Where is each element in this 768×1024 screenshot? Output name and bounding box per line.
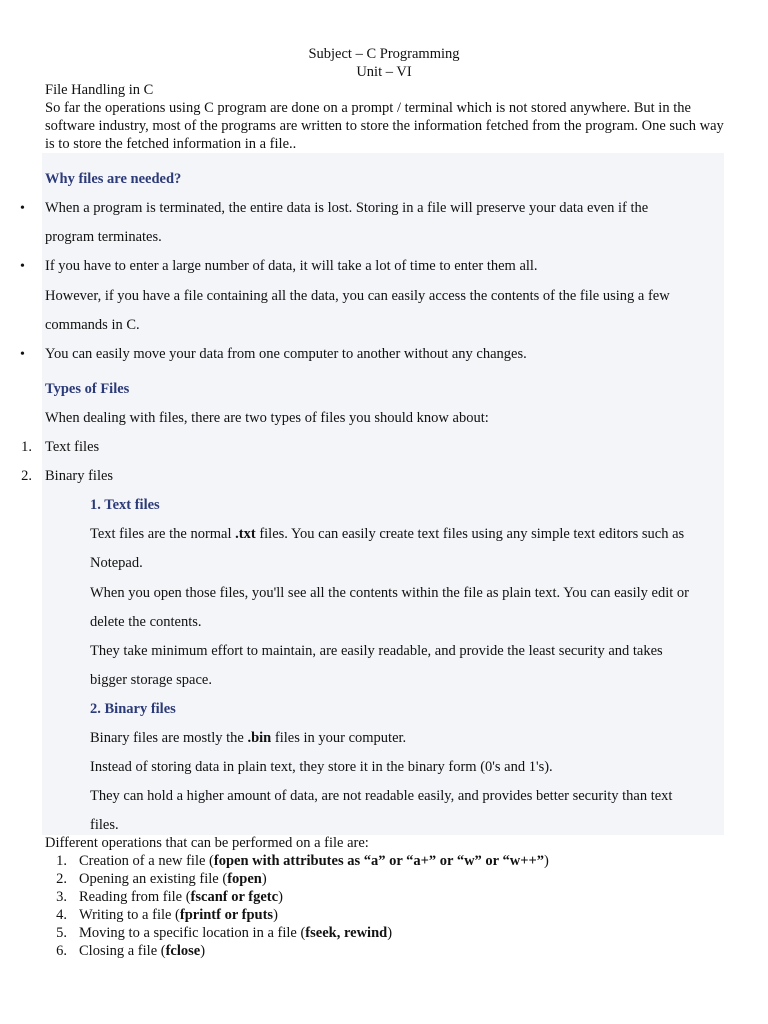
why-bullet-2: If you have to enter a large number of data, it will take a lot of time to enter them all. — [45, 258, 538, 274]
intro-paragraph: So far the operations using C program are done on a prompt / terminal which is not stored anywhere. But in the software industry, most of the programs are written to store the information fetched from the program. One such way is to store the fetched information in a file.. — [45, 100, 724, 152]
types-item-2: Binary files — [45, 468, 114, 484]
list-item: 4. Writing to a file (fprintf or fputs) — [56, 907, 278, 923]
unit-title: Unit – VI — [356, 64, 412, 80]
list-item: 6. Closing a file (fclose) — [56, 943, 206, 959]
why-bullet-3: You can easily move your data from one computer to another without any changes. — [45, 346, 527, 362]
binary-files-p3-cont: files. — [90, 817, 119, 833]
document-header — [0, 45, 768, 81]
why-bullet-1-cont: program terminates. — [45, 229, 162, 245]
list-item: 5. Moving to a specific location in a file (fseek, rewind) — [56, 925, 393, 941]
section-title: File Handling in C — [45, 82, 154, 98]
why-bullet-2-cont: commands in C. — [45, 317, 140, 333]
list-number: 2. — [21, 468, 32, 484]
binary-files-p1: Binary files are mostly the .bin files in your computer. — [90, 730, 407, 746]
bullet-icon: • — [20, 259, 25, 274]
bullet-icon: • — [20, 347, 25, 362]
text-files-heading: 1. Text files — [90, 497, 160, 513]
why-heading: Why files are needed? — [45, 171, 182, 187]
text-files-p2: When you open those files, you'll see all the contents within the file as plain text. You can easily edit or — [90, 585, 689, 601]
why-bullet-2-cont: However, if you have a file containing all the data, you can easily access the contents of the file using a few — [45, 288, 670, 304]
text-files-p2-cont: delete the contents. — [90, 614, 202, 630]
list-item: 3. Reading from file (fscanf or fgetc) — [56, 889, 283, 905]
text-files-p1-cont: Notepad. — [90, 555, 143, 571]
binary-files-p3: They can hold a higher amount of data, are not readable easily, and provides better security than text — [90, 788, 673, 804]
binary-files-p2: Instead of storing data in plain text, they store it in the binary form (0's and 1's). — [90, 759, 553, 775]
types-heading: Types of Files — [45, 381, 130, 397]
operations-section — [45, 834, 735, 960]
operations-list — [45, 852, 735, 960]
text-files-p3-cont: bigger storage space. — [90, 672, 212, 688]
list-item: 1. Creation of a new file (fopen with attributes as “a” or “a+” or “w” or “w++”) — [56, 853, 549, 869]
text-files-p3: They take minimum effort to maintain, are easily readable, and provide the least security and takes — [90, 643, 663, 659]
bullet-icon: • — [20, 201, 25, 216]
list-item: 2. Opening an existing file (fopen) — [56, 871, 267, 887]
types-intro: When dealing with files, there are two types of files you should know about: — [45, 410, 489, 426]
intro-section — [45, 81, 735, 153]
subject-title: Subject – C Programming — [308, 46, 460, 62]
types-item-1: Text files — [45, 439, 100, 455]
binary-files-heading: 2. Binary files — [90, 701, 176, 717]
operations-title: Different operations that can be performed on a file are: — [45, 835, 369, 851]
why-bullet-1: When a program is terminated, the entire data is lost. Storing in a file will preserve your data even if the — [45, 200, 649, 216]
text-files-p1: Text files are the normal .txt files. You can easily create text files using any simple text editors such as — [90, 526, 685, 542]
list-number: 1. — [21, 439, 32, 455]
